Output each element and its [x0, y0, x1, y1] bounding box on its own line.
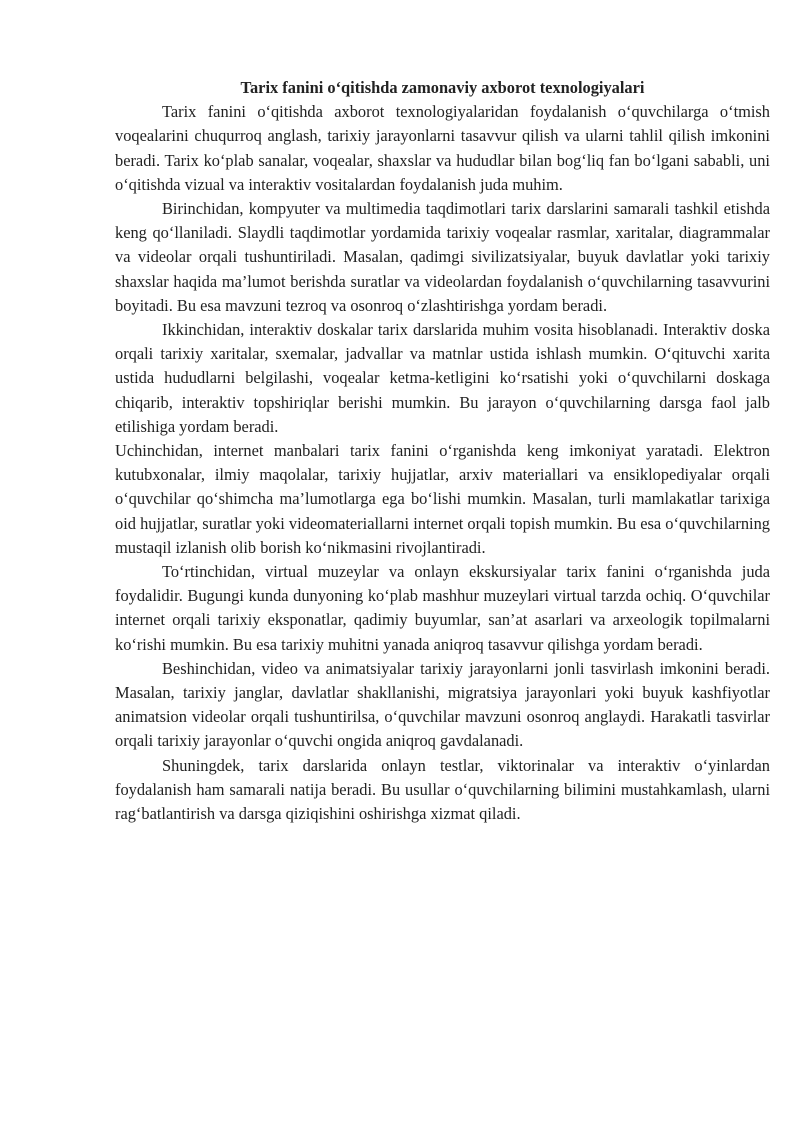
paragraph-second: Ikkinchidan, interaktiv doskalar tarix darslarida muhim vosita hisoblanadi. Interaktiv doska orqali tarixiy xaritalar, sxemalar, jadvallar va matnlar ustida ishlash mumkin. O‘qituvchi xarita ustida hududlarni belgilashi, voqealar ketma-ketligini ko‘rsatishi yoki o‘quvchilarni doskaga chiqarib, interaktiv topshiriqlar berishi mumkin. Bu jarayon o‘quvchilarning darsga faol jalb etilishiga yordam beradi.: [115, 320, 770, 436]
paragraph-first: Birinchidan, kompyuter va multimedia taqdimotlari tarix darslarini samarali tashkil etishda keng qo‘llaniladi. Slaydli taqdimotlar yordamida tarixiy voqealar rasmlar, xaritalar, diagrammalar va videolar orqali tushuntiriladi. Masalan, qadimgi sivilizatsiyalar, buyuk davlatlar yoki tarixiy shaxslar haqida ma’lumot berishda suratlar va videolardan foydalanish o‘quvchilarning tasavvurini boyitadi. Bu esa mavzuni tezroq va osonroq o‘zlashtirishga yordam beradi.: [115, 199, 770, 315]
paragraph-fifth: Beshinchidan, video va animatsiyalar tarixiy jarayonlarni jonli tasvirlash imkonini beradi. Masalan, tarixiy janglar, davlatlar shakllanishi, migratsiya jarayonlari yoki buyuk kashfiyotlar animatsion videolar orqali tushuntirilsa, o‘quvchilar mavzuni osonroq anglaydi. Harakatli tasvirlar orqali tarixiy jarayonlar o‘quvchi ongida aniqroq gavdalanadi.: [115, 658, 770, 751]
document-title: Tarix fanini o‘qitishda zamonaviy axborot texnologiyalari: [240, 78, 645, 97]
paragraph-conclusion: Shuningdek, tarix darslarida onlayn testlar, viktorinalar va interaktiv o‘yinlardan foydalanish ham samarali natija beradi. Bu usullar o‘quvchilarning bilimini mustahkamlash, ularni rag‘batlantirish va darsga qiziqishini oshirishga xizmat qiladi.: [115, 755, 770, 824]
document-page: [115, 76, 770, 826]
paragraph-third: Uchinchidan, internet manbalari tarix fanini o‘rganishda keng imkoniyat yaratadi. Elektron kutubxonalar, ilmiy maqolalar, tarixiy hujjatlar, arxiv materiallari va ensiklopediyalar orqali o‘quvchilar qo‘shimcha ma’lumotlarga ega bo‘lishi mumkin. Masalan, turli mamlakatlar tarixiga oid hujjatlar, suratlar yoki videomateriallarni internet orqali topish mumkin. Bu esa o‘quvchilarning mustaqil izlanish olib borish ko‘nikmasini rivojlantiradi.: [115, 441, 770, 557]
paragraph-intro: Tarix fanini o‘qitishda axborot texnologiyalaridan foydalanish o‘quvchilarga o‘tmish voqealarini chuqurroq anglash, tarixiy jarayonlarni tasavvur qilish va ularni tahlil qilish imkonini beradi. Tarix ko‘plab sanalar, voqealar, shaxslar va hududlar bilan bog‘liq fan bo‘lgani sababli, uni o‘qitishda vizual va interaktiv vositalardan foydalanish juda muhim.: [115, 102, 770, 194]
paragraph-fourth: To‘rtinchidan, virtual muzeylar va onlayn ekskursiyalar tarix fanini o‘rganishda juda foydalidir. Bugungi kunda dunyoning ko‘plab mashhur muzeylari virtual tarzda ochiq. O‘quvchilar internet orqali tarixiy eksponatlar, qadimiy buyumlar, san’at asarlari va arxeologik topilmalarni ko‘rishi mumkin. Bu esa tarixiy muhitni yanada aniqroq tasavvur qilishga yordam beradi.: [115, 562, 770, 654]
